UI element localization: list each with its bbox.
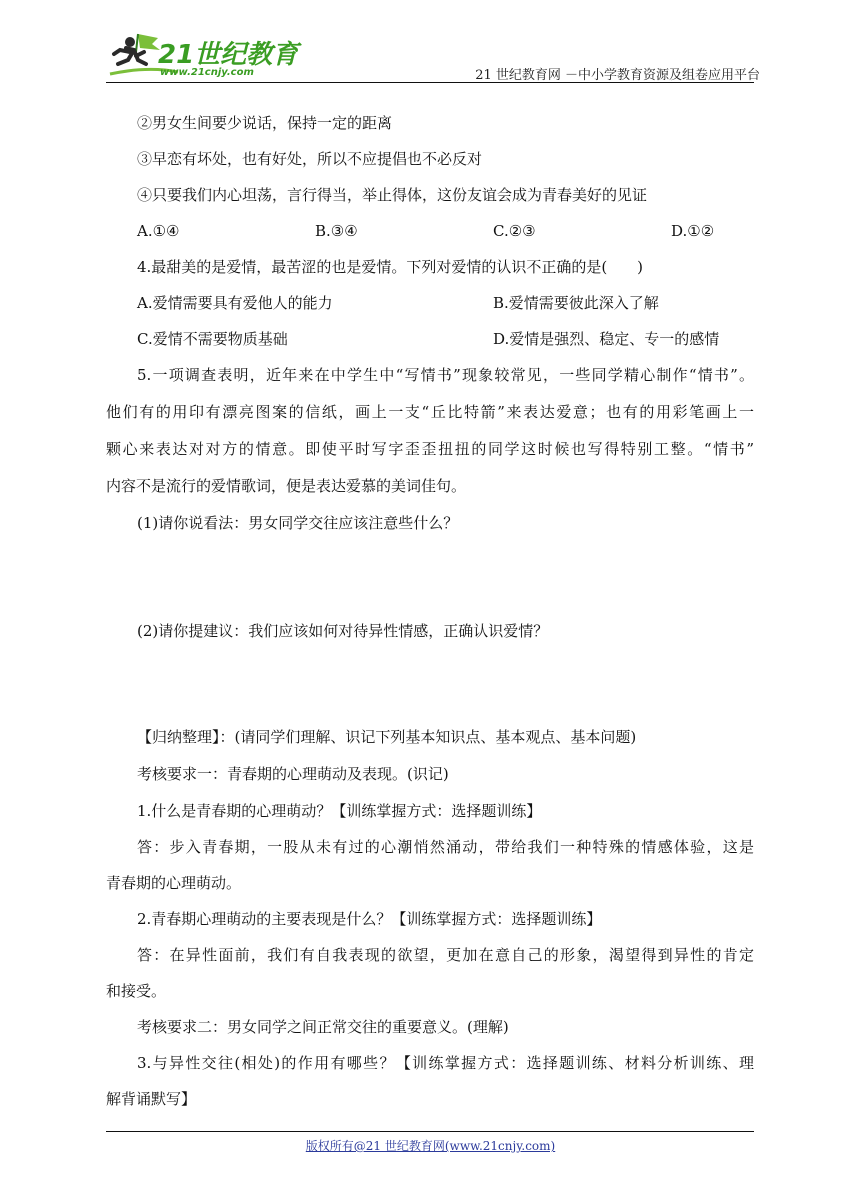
q5-paragraph-line-2: 他们有的用印有漂亮图案的信纸，画上一支“丘比特箭”来表达爱意；也有的用彩笔画上一 xyxy=(106,403,754,421)
knowledge-1-question: 1.什么是青春期的心理萌动？【训练掌握方式：选择题训练】 xyxy=(137,802,542,820)
q3-option-a: A.①④ xyxy=(137,222,180,240)
summary-heading: 【归纳整理】：(请同学们理解、识记下列基本知识点、基本观点、基本问题) xyxy=(137,728,637,746)
knowledge-1-answer-line-1: 答：步入青春期，一股从未有过的心潮悄然涌动，带给我们一种特殊的情感体验，这是 xyxy=(137,838,754,856)
q3-option-b: B.③④ xyxy=(315,222,358,240)
knowledge-2-answer-line-2: 和接受。 xyxy=(106,982,167,1000)
q5-paragraph-line-1: 5.一项调查表明，近年来在中学生中“写情书”现象较常见，一些同学精心制作“情书”。 xyxy=(137,366,754,384)
q5-subquestion-1: (1)请你说看法：男女同学交往应该注意些什么？ xyxy=(137,514,459,532)
requirement-2: 考核要求二：男女同学之间正常交往的重要意义。(理解) xyxy=(137,1018,509,1036)
q4-stem: 4.最甜美的是爱情，最苦涩的也是爱情。下列对爱情的认识不正确的是( ) xyxy=(137,258,644,276)
knowledge-3-question-line-2: 解背诵默写】 xyxy=(106,1090,197,1108)
q3-statement-2: ②男女生间要少说话，保持一定的距离 xyxy=(137,114,393,132)
header-site-text: 21 世纪教育网 －中小学教育资源及组卷应用平台 xyxy=(475,68,760,83)
svg-text:21世纪教育: 21世纪教育 xyxy=(158,40,299,70)
q4-option-c: C.爱情不需要物质基础 xyxy=(137,330,288,348)
q4-option-d: D.爱情是强烈、稳定、专一的感情 xyxy=(493,330,720,348)
knowledge-2-answer-line-1: 答：在异性面前，我们有自我表现的欲望，更加在意自己的形象，渴望得到异性的肯定 xyxy=(137,946,754,964)
q3-statement-4: ④只要我们内心坦荡，言行得当，举止得体，这份友谊会成为青春美好的见证 xyxy=(137,186,648,204)
knowledge-3-question-line-1: 3.与异性交往(相处)的作用有哪些？【训练掌握方式：选择题训练、材料分析训练、理 xyxy=(137,1054,754,1072)
q4-option-b: B.爱情需要彼此深入了解 xyxy=(493,294,659,312)
requirement-1: 考核要求一：青春期的心理萌动及表现。(识记) xyxy=(137,765,449,783)
footer-divider xyxy=(106,1131,754,1132)
q5-paragraph-line-4: 内容不是流行的爱情歌词，便是表达爱慕的美词佳句。 xyxy=(106,477,467,495)
footer-copyright-link[interactable]: 版权所有@21 世纪教育网(www.21cnjy.com) xyxy=(305,1139,556,1153)
svg-text:www.21cnjy.com: www.21cnjy.com xyxy=(160,67,254,78)
q3-option-c: C.②③ xyxy=(493,222,536,240)
q3-statement-3: ③早恋有坏处，也有好处，所以不应提倡也不必反对 xyxy=(137,150,483,168)
knowledge-2-question: 2.青春期心理萌动的主要表现是什么？【训练掌握方式：选择题训练】 xyxy=(137,910,602,928)
q3-option-d: D.①② xyxy=(671,222,715,240)
knowledge-1-answer-line-2: 青春期的心理萌动。 xyxy=(106,874,242,892)
runner-logo-icon xyxy=(108,30,308,80)
header-divider xyxy=(106,82,754,83)
q5-subquestion-2: (2)请你提建议：我们应该如何对待异性情感，正确认识爱情？ xyxy=(137,622,549,640)
site-logo xyxy=(108,30,308,80)
q5-paragraph-line-3: 颗心来表达对对方的情意。即使平时写字歪歪扭扭的同学这时候也写得特别工整。“情书” xyxy=(106,440,754,458)
q4-option-a: A.爱情需要具有爱他人的能力 xyxy=(137,294,333,312)
